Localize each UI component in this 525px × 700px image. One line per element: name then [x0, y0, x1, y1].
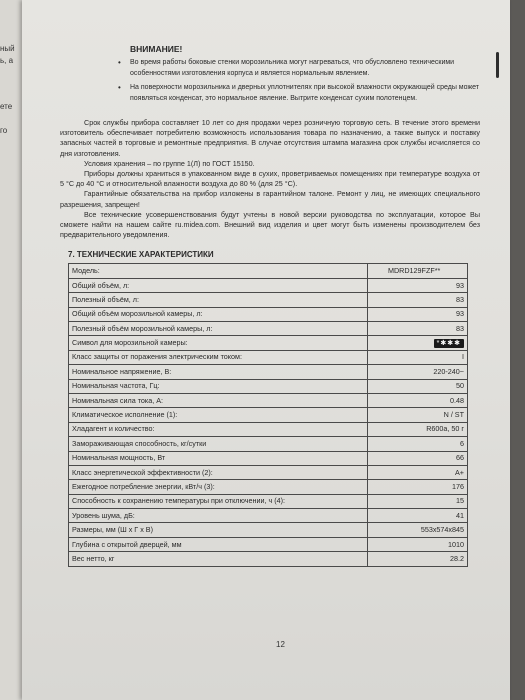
table-row	[69, 451, 468, 465]
spec-label: Класс защиты от поражения электрическим током:	[69, 350, 368, 364]
spec-label: Модель:	[69, 264, 368, 278]
table-row	[69, 350, 468, 364]
freezer-star-symbol-icon: *✱✱✱	[434, 339, 464, 348]
spec-value: A+	[368, 465, 468, 479]
warning-list	[60, 58, 480, 104]
table-row	[69, 552, 468, 566]
spec-value: 83	[368, 293, 468, 307]
table-row	[69, 393, 468, 407]
spec-value	[368, 336, 468, 350]
spec-value: 93	[368, 307, 468, 321]
warning-title: ВНИМАНИЕ!	[130, 44, 183, 54]
spec-value: 50	[368, 379, 468, 393]
underlying-text-fragment: ный	[0, 44, 15, 53]
underlying-text-fragment: ете	[0, 102, 13, 111]
specs-table	[68, 263, 468, 566]
spec-value: 220-240~	[368, 365, 468, 379]
spec-label: Полезный объём морозильной камеры, л:	[69, 322, 368, 336]
table-row	[69, 465, 468, 479]
spec-value: 15	[368, 494, 468, 508]
spec-label: Уровень шума, дБ:	[69, 509, 368, 523]
table-row	[69, 307, 468, 321]
table-row	[69, 494, 468, 508]
table-row	[69, 509, 468, 523]
spec-label: Номинальная мощность, Вт	[69, 451, 368, 465]
spec-label: Глубина с открытой дверцей, мм	[69, 537, 368, 551]
spec-value: 0.48	[368, 393, 468, 407]
spec-value: 1010	[368, 537, 468, 551]
improvements-paragraph: Все технические усовершенствования будут учтены в новой версии руководства по эксплуатации, которое Вы сможете найти на нашем сайте ru.midea.com. Внешний вид изделия и цвет могут быть изменены производителем без предварительного уведомления.	[60, 209, 480, 240]
table-row	[69, 322, 468, 336]
warranty-paragraph: Гарантийные обязательства на прибор изложены в гарантийном талоне. Ремонт у лиц, не имеющих специального разрешения, запрещен!	[60, 189, 480, 209]
section-title: 7. ТЕХНИЧЕСКИЕ ХАРАКТЕРИСТИКИ	[68, 250, 214, 260]
table-row	[69, 379, 468, 393]
spec-label: Замораживающая способность, кг/сутки	[69, 437, 368, 451]
table-row	[69, 336, 468, 350]
spec-value: 66	[368, 451, 468, 465]
table-row	[69, 365, 468, 379]
spec-value: 28.2	[368, 552, 468, 566]
table-row	[69, 537, 468, 551]
spec-value: 41	[368, 509, 468, 523]
spec-label: Способность к сохранению температуры при отключении, ч (4):	[69, 494, 368, 508]
spec-label: Общий объём, л:	[69, 278, 368, 292]
underlying-text-fragment: го	[0, 126, 8, 135]
underlying-text-fragment: ь, а	[0, 56, 14, 65]
table-row	[69, 523, 468, 537]
warning-item: • Во время работы боковые стенки морозильника могут нагреваться, что обусловлено техническими особенностями изготовления корпуса и является нормальным явлением.	[130, 58, 480, 79]
spec-label: Вес нетто, кг	[69, 552, 368, 566]
spec-label: Символ для морозильной камеры:	[69, 336, 368, 350]
spec-label: Номинальная сила тока, А:	[69, 393, 368, 407]
spec-label: Полезный объём, л:	[69, 293, 368, 307]
document-page	[22, 0, 510, 700]
table-row	[69, 408, 468, 422]
table-row	[69, 480, 468, 494]
storage-paragraph: Приборы должны храниться в упакованном виде в сухих, проветриваемых помещениях при температуре воздуха от 5 °С до 40 °С и относительной влажности воздуха до 80 % (для 25 °С).	[60, 169, 480, 189]
spec-label: Номинальная частота, Гц:	[69, 379, 368, 393]
spec-value: 553x574x845	[368, 523, 468, 537]
binder-ring	[496, 52, 499, 78]
warning-item: • На поверхности морозильника и дверных уплотнителях при высокой влажности окружающей среды может появляться конденсат, это нормальное явление. Вытрите конденсат сухим полотенцем.	[130, 83, 480, 104]
spec-value: I	[368, 350, 468, 364]
table-row	[69, 293, 468, 307]
table-row	[69, 264, 468, 278]
spec-label: Общий объём морозильной камеры, л:	[69, 307, 368, 321]
spec-label: Хладагент и количество:	[69, 422, 368, 436]
spec-value: 83	[368, 322, 468, 336]
spec-value: 176	[368, 480, 468, 494]
page-content	[60, 44, 480, 567]
spec-value: 93	[368, 278, 468, 292]
spec-label: Номинальное напряжение, В:	[69, 365, 368, 379]
storage-conditions-paragraph: Условия хранения – по группе 1(Л) по ГОСТ 15150.	[84, 158, 255, 168]
service-life-paragraph: Срок службы прибора составляет 10 лет со дня продажи через розничную торговую сеть. В течение этого времени изготовитель обеспечивает потребителю возможность использования товара по назначению, а также выпуск и поставку запасных частей в торговые и ремонтные предприятия. В случае отсутствия штампа магазина срок службы исчисляется со дня изготовления.	[60, 118, 480, 158]
spec-value: 6	[368, 437, 468, 451]
spec-label: Класс энергетической эффективности (2):	[69, 465, 368, 479]
table-row	[69, 437, 468, 451]
page-number: 12	[276, 640, 285, 649]
table-row	[69, 422, 468, 436]
spec-value: N / ST	[368, 408, 468, 422]
spec-label: Ежегодное потребление энергии, кВт/ч (3):	[69, 480, 368, 494]
spec-value: MDRD129FZF**	[368, 264, 468, 278]
spec-label: Размеры, мм (Ш х Г х В)	[69, 523, 368, 537]
spec-label: Климатическое исполнение (1):	[69, 408, 368, 422]
spec-value: R600a, 50 г	[368, 422, 468, 436]
table-row	[69, 278, 468, 292]
